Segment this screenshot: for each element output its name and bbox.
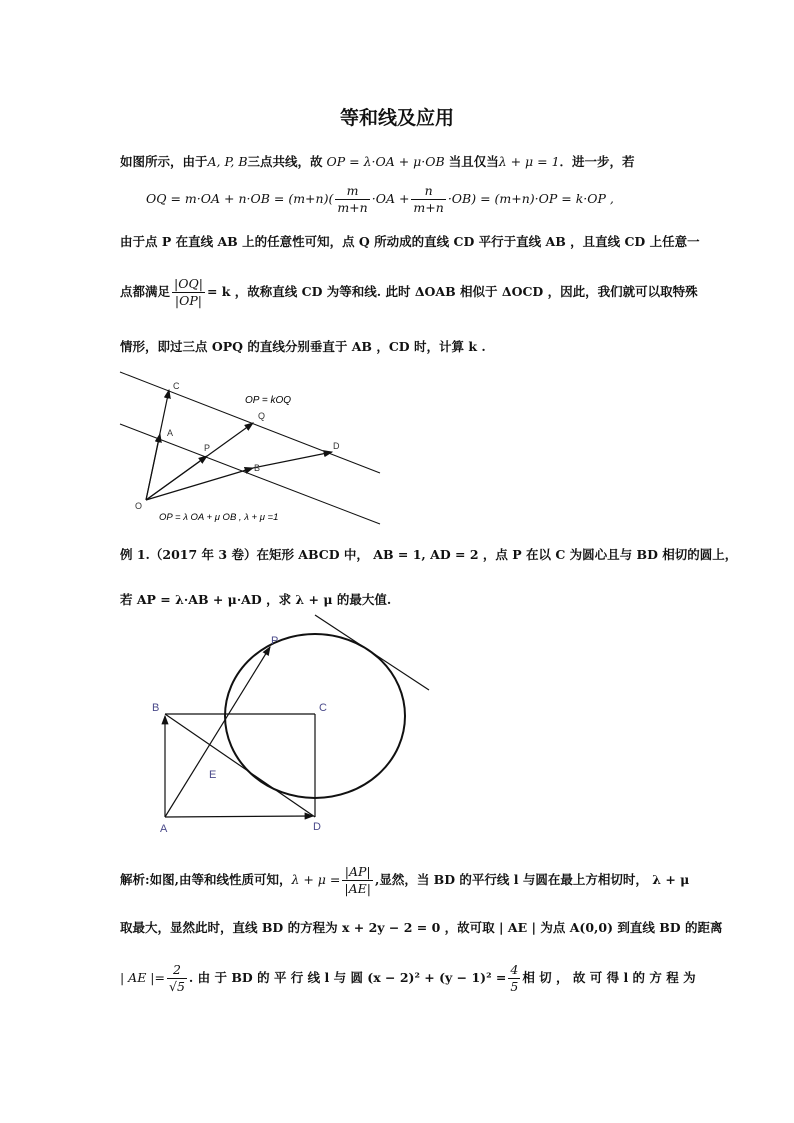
formula-op-koq: OP = kOQ <box>245 395 292 406</box>
vector-ob <box>146 468 253 500</box>
vector-bd <box>253 452 332 468</box>
fraction-m-den: m+n <box>337 200 368 215</box>
intro-line-4 <box>120 276 698 309</box>
label-e: E <box>209 769 217 781</box>
fraction-ap: |AP| <box>342 864 373 881</box>
fraction-4-5 <box>508 962 520 995</box>
solution-line-3 <box>120 962 696 995</box>
fraction-m <box>335 183 369 216</box>
intro-line-3: 由于点 P 在直线 AB 上的任意性可知，点 Q 所动成的直线 CD 平行于直线 AB ，且直线 CD 上任意一 <box>120 234 700 249</box>
diagonal-bd <box>165 714 315 817</box>
label-c2: C <box>319 702 327 714</box>
fraction-ae: |AE| <box>344 881 371 896</box>
ae-length: | AE |= <box>120 970 165 985</box>
intro-text-d: ．进一步，若 <box>559 154 635 169</box>
solution-line-2: 取最大，显然此时，直线 BD 的方程为 x + 2y − 2 = 0 ，故可取 | AE | 为点 A(0,0) 到直线 BD 的距离 <box>120 920 723 935</box>
example-line-2: 若 AP = λ·AB + μ·AD ，求 λ + μ 的最大值. <box>120 592 392 607</box>
intro-line-1 <box>120 152 680 172</box>
fraction-2-sqrt5 <box>167 962 187 995</box>
solution-line-1-a: 解析:如图,由等和线性质可知， <box>120 872 292 887</box>
label-a: A <box>167 428 174 438</box>
oq-equation-start: OQ = m·OA + n·OB = (m+n)( <box>146 191 334 206</box>
label-p2: P <box>271 635 279 647</box>
op-equation: OP = λ·OA + μ·OB <box>326 154 445 169</box>
intro-line-4-b: = k ，故称直线 CD 为等和线. 此时 ΔOAB 相似于 ΔOCD ，因此，我们就可以取特殊 <box>206 284 698 299</box>
formula-lambda-mu: OP = λ OA + μ OB , λ + μ =1 <box>159 512 279 523</box>
fraction-sqrt5: √5 <box>169 979 185 994</box>
intro-line-2 <box>146 183 706 216</box>
label-b2: B <box>152 702 160 714</box>
intro-text-b: 三点共线，故 <box>247 154 323 169</box>
oq-equation-mid: ·OA + <box>371 191 410 206</box>
fraction-oq-op <box>172 276 205 309</box>
fraction-ap-ae <box>342 864 373 897</box>
example-line-1: 例 1.（2017 年 3 卷）在矩形 ABCD 中， AB = 1, AD = 2 ，点 P 在以 C 为圆心且与 BD 相切的圆上， <box>120 547 738 562</box>
label-d2: D <box>313 821 321 833</box>
oq-equation-end: ·OB) = (m+n)·OP = k·OP , <box>447 191 614 206</box>
page-title: 等和线及应用 <box>339 107 454 129</box>
label-b: B <box>254 463 261 473</box>
fraction-5: 5 <box>510 979 519 994</box>
tangent-line <box>315 615 429 690</box>
vector-ad <box>165 816 313 817</box>
label-d: D <box>333 441 340 451</box>
solution-line-1 <box>120 864 690 897</box>
fraction-4: 4 <box>510 962 519 977</box>
lambda-mu-condition: λ + μ = 1 <box>498 154 560 169</box>
fraction-2: 2 <box>167 962 187 979</box>
fraction-oq: |OQ| <box>174 276 203 291</box>
solution-line-1-b: ,显然，当 BD 的平行线 l 与圆在最上方相切时， λ + μ <box>374 872 690 887</box>
fraction-n <box>411 183 445 216</box>
fraction-op: |OP| <box>174 293 203 308</box>
fraction-m-num: m <box>335 183 369 200</box>
label-p: P <box>204 443 211 453</box>
vector-oa <box>146 434 160 500</box>
intro-line-5: 情形，即过三点 OPQ 的直线分别垂直于 AB ，CD 时，计算 k . <box>120 339 486 354</box>
figure-equal-sum-lines <box>115 368 385 528</box>
label-c: C <box>173 381 180 391</box>
figure-rectangle-circle <box>145 612 435 837</box>
label-a2: A <box>160 823 168 835</box>
intro-line-4-a: 点都满足 <box>120 284 171 299</box>
line-cd <box>120 372 380 473</box>
points-apb: A, P, B <box>207 154 248 169</box>
fraction-n-num: n <box>411 183 445 200</box>
intro-text-c: 当且仅当 <box>448 154 499 169</box>
label-q: Q <box>258 411 266 421</box>
vector-ap <box>165 647 270 817</box>
label-o: O <box>135 501 143 511</box>
vector-op <box>146 456 207 500</box>
solution-line-3-c: 相 切 ， 故 可 得 l 的 方 程 为 <box>522 970 696 985</box>
solution-lambda-mu: λ + μ = <box>291 872 341 887</box>
solution-line-3-b: . 由 于 BD 的 平 行 线 l 与 圆 (x − 2)² + (y − 1)² = <box>188 970 507 985</box>
intro-text-a: 如图所示，由于 <box>120 154 208 169</box>
fraction-n-den: m+n <box>413 200 444 215</box>
